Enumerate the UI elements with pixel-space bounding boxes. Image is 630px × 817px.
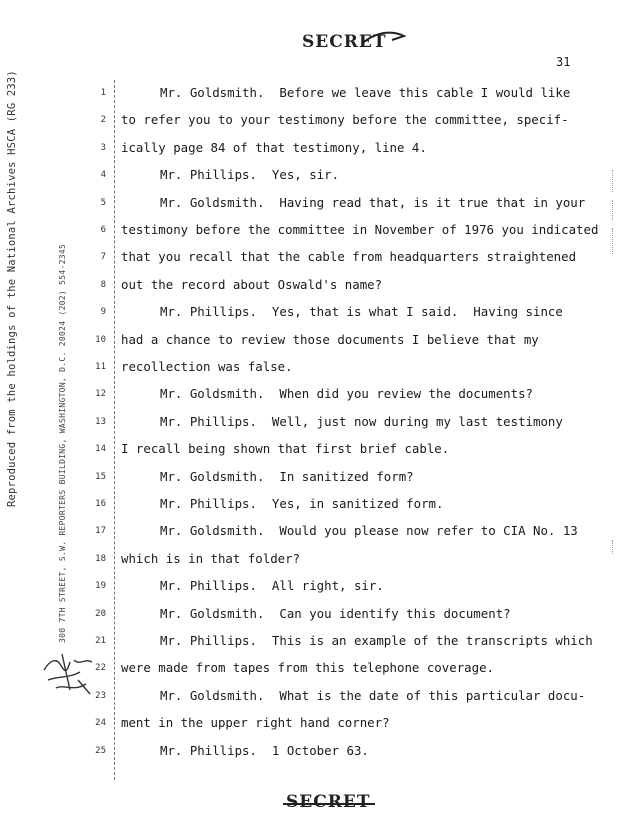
transcript-line bbox=[0, 249, 630, 265]
line-text: Mr. Phillips. This is an example of the transcripts which bbox=[160, 633, 593, 648]
line-number: 14 bbox=[95, 444, 106, 455]
transcript-line bbox=[0, 414, 630, 430]
line-number: 16 bbox=[95, 499, 106, 509]
line-text: Mr. Phillips. Well, just now during my last testimony bbox=[160, 413, 563, 429]
line-text: out the record about Oswald's name? bbox=[121, 276, 383, 292]
line-number: 1 bbox=[100, 88, 106, 98]
stamp-strikethrough bbox=[283, 803, 375, 805]
line-number: 3 bbox=[100, 142, 106, 153]
line-text: ment in the upper right hand corner? bbox=[121, 715, 390, 731]
line-text: Mr. Phillips. Yes, that is what I said. Having since bbox=[160, 304, 563, 320]
transcript-line bbox=[0, 743, 630, 759]
transcript-line bbox=[0, 304, 630, 320]
transcript-line bbox=[0, 386, 630, 402]
line-text: Mr. Phillips. Yes, sir. bbox=[160, 167, 340, 183]
line-number: 5 bbox=[100, 197, 106, 208]
line-text: which is in that folder? bbox=[121, 550, 301, 566]
line-number: 9 bbox=[100, 307, 106, 318]
transcript-line bbox=[0, 715, 630, 731]
transcript-line bbox=[0, 85, 630, 101]
line-number: 25 bbox=[95, 745, 106, 756]
line-number: 13 bbox=[95, 416, 106, 427]
reporter-address: 300 7TH STREET, S.W. REPORTERS BUILDING, WASHINGTON, D.C. 20024 (202) 554-2345 bbox=[58, 243, 67, 643]
transcript-line bbox=[0, 606, 630, 622]
line-text: Mr. Phillips. All right, sir. bbox=[160, 578, 384, 594]
line-number: 15 bbox=[95, 471, 106, 482]
classification-stamp-top: SECRET bbox=[302, 32, 387, 52]
line-text: that you recall that the cable from headquarters straightened bbox=[121, 249, 577, 265]
line-text: Mr. Goldsmith. Can you identify this document? bbox=[160, 605, 511, 621]
line-number: 4 bbox=[100, 170, 106, 181]
transcript-line bbox=[0, 112, 630, 128]
line-text: were made from tapes from this telephone coverage. bbox=[121, 660, 494, 676]
line-number: 17 bbox=[95, 526, 106, 537]
line-text: Mr. Goldsmith. Having read that, is it true that in your bbox=[160, 194, 586, 210]
line-number: 18 bbox=[95, 553, 106, 564]
line-text: ically page 84 of that testimony, line 4. bbox=[121, 139, 427, 155]
line-number: 8 bbox=[100, 279, 106, 290]
line-text: testimony before the committee in November of 1976 you indicated bbox=[121, 222, 599, 237]
transcript-line bbox=[0, 167, 630, 183]
line-text: Mr. Goldsmith. What is the date of this particular docu- bbox=[160, 687, 586, 703]
line-text: Mr. Goldsmith. In sanitized form? bbox=[160, 468, 414, 484]
line-number: 10 bbox=[95, 334, 106, 345]
transcript-line bbox=[0, 222, 630, 238]
line-number: 2 bbox=[100, 115, 106, 126]
line-text: I recall being shown that first brief cable. bbox=[121, 441, 450, 457]
line-text: Mr. Phillips. 1 October 63. bbox=[160, 742, 369, 758]
classification-stamp-bottom: SECRET bbox=[286, 792, 371, 812]
transcript-line bbox=[0, 523, 630, 539]
transcript-line bbox=[0, 441, 630, 457]
transcript-line bbox=[0, 578, 630, 594]
archive-note: Reproduced from the holdings of the National Archives HSCA (RG 233) bbox=[6, 70, 18, 507]
line-number: 20 bbox=[95, 608, 106, 619]
line-text: Mr. Goldsmith. Would you please now refer to CIA No. 13 bbox=[160, 523, 578, 539]
line-number: 22 bbox=[95, 663, 106, 674]
line-text: recollection was false. bbox=[121, 359, 293, 374]
transcript-line bbox=[0, 277, 630, 293]
line-number: 7 bbox=[100, 252, 106, 263]
transcript-line bbox=[0, 660, 630, 676]
line-text: to refer you to your testimony before the committee, specif- bbox=[121, 112, 569, 128]
transcript-line bbox=[0, 195, 630, 211]
line-text: Mr. Goldsmith. When did you review the documents? bbox=[160, 386, 533, 402]
transcript-line bbox=[0, 332, 630, 348]
transcript-line bbox=[0, 469, 630, 485]
transcript-line bbox=[0, 688, 630, 704]
line-number: 24 bbox=[95, 718, 106, 729]
line-number: 19 bbox=[95, 581, 106, 592]
line-number: 11 bbox=[95, 362, 106, 372]
transcript-line bbox=[0, 633, 630, 649]
line-number: 21 bbox=[95, 636, 106, 646]
transcript-line bbox=[0, 359, 630, 375]
line-number: 6 bbox=[100, 225, 106, 235]
line-number: 23 bbox=[95, 690, 106, 701]
line-text: Mr. Phillips. Yes, in sanitized form. bbox=[160, 496, 444, 511]
transcript-line bbox=[0, 551, 630, 567]
transcript-line bbox=[0, 496, 630, 512]
line-text: had a chance to review those documents I believe that my bbox=[121, 331, 539, 347]
transcript-line bbox=[0, 140, 630, 156]
line-number: 12 bbox=[95, 389, 106, 400]
line-text: Mr. Goldsmith. Before we leave this cable I would like bbox=[160, 85, 571, 100]
page-number: 31 bbox=[556, 55, 571, 69]
